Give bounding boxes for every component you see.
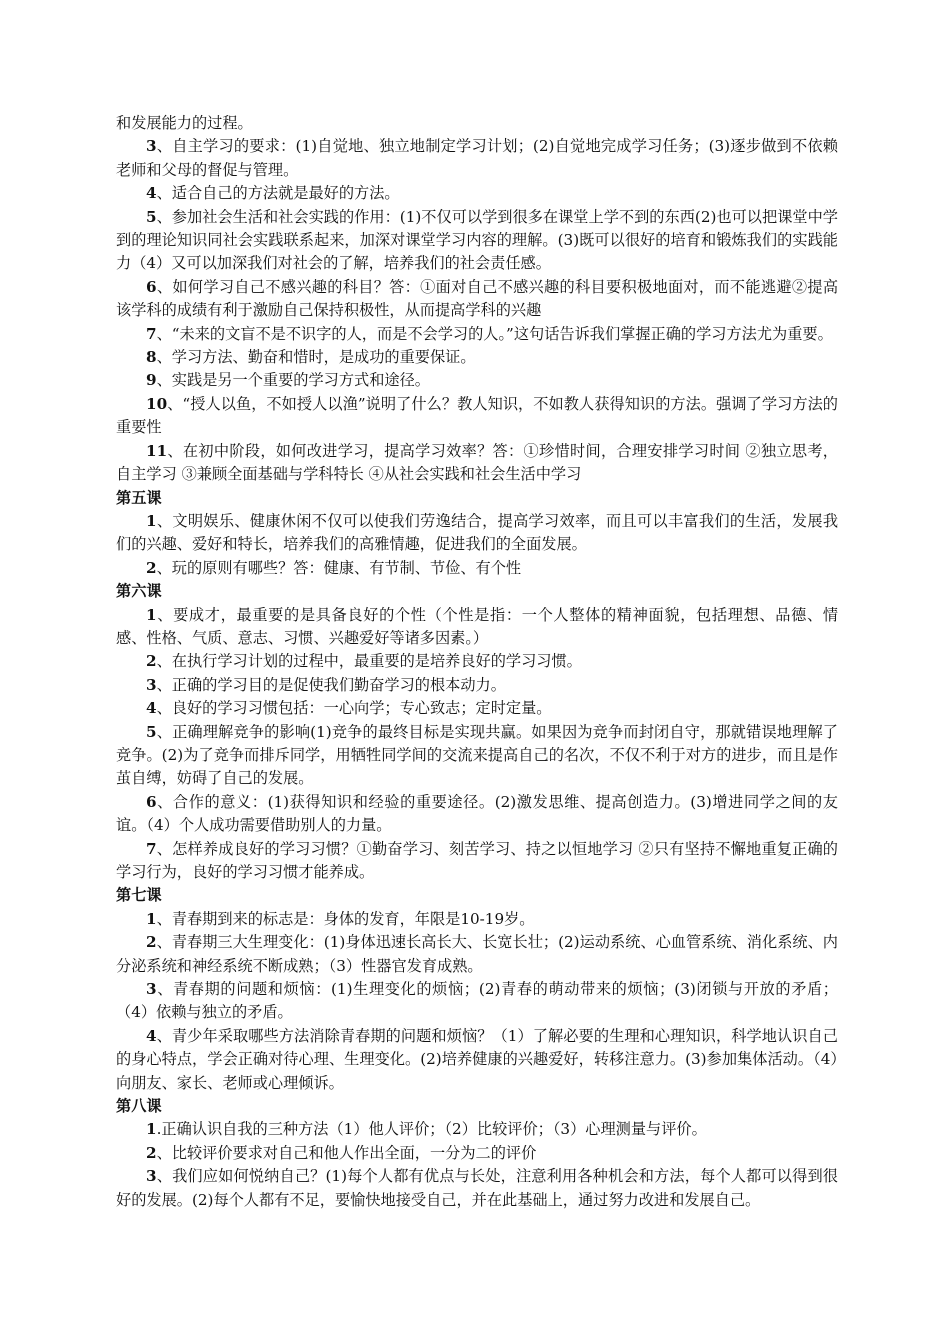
list-item	[116, 182, 838, 205]
item-text: 、实践是另一个重要的学习方式和途径。	[156, 371, 430, 390]
item-text: 、青少年采取哪些方法消除青春期的问题和烦恼？（1）了解必要的生理和心理知识，科学地认识自己的身心特点，学会正确对待心理、生理变化。(2)培养健康的兴趣爱好，转移注意力。(3)参加集体活动。（4）向朋友、家长、老师或心理倾诉。	[116, 1026, 838, 1092]
item-number: 1	[146, 511, 157, 530]
intro-line: 和发展能力的过程。	[116, 114, 253, 132]
item-text: 、要成才，最重要的是具备良好的个性（个性是指：一个人整体的精神面貌，包括理想、品德、情感、性格、气质、意志、习惯、兴趣爱好等诸多因素。）	[116, 605, 838, 647]
item-number: 2	[146, 933, 157, 952]
lesson-heading: 第七课	[116, 886, 162, 905]
item-number: 1	[146, 909, 157, 928]
lesson-heading: 第六课	[116, 582, 162, 601]
item-text: 、我们应如何悦纳自己？(1)每个人都有优点与长处，注意利用各种机会和方法，每个人都可以得到很好的发展。(2)每个人都有不足，要愉快地接受自己，并在此基础上，通过努力改进和发展自己。	[116, 1167, 838, 1209]
list-item	[116, 1118, 838, 1141]
list-item	[116, 346, 838, 369]
item-number: 3	[146, 675, 157, 694]
item-text: 、青春期的问题和烦恼：(1)生理变化的烦恼；(2)青春的萌动带来的烦恼；(3)闭锁与开放的矛盾；（4）依赖与独立的矛盾。	[116, 980, 838, 1022]
item-text: 、如何学习自己不感兴趣的科目？答：①面对自己不感兴趣的科目要积极地面对，而不能逃避②提高该学科的成绩有利于激励自己保持积极性，从而提高学科的兴趣	[116, 277, 838, 320]
item-number: 3	[146, 980, 157, 999]
list-item	[116, 838, 838, 885]
item-text: 、参加社会生活和社会实践的作用：(1)不仅可以学到很多在课堂上学不到的东西(2)也可以把课堂中学到的理论知识同社会实践联系起来，加深对课堂学习内容的理解。(3)既可以很好的培育和锻炼我们的实践能力（4）又可以加深我们对社会的了解，培养我们的社会责任感。	[116, 207, 838, 273]
list-item	[116, 697, 838, 720]
list-item	[116, 604, 838, 651]
item-number: 7	[146, 324, 157, 343]
list-item	[116, 1142, 838, 1165]
list-item	[116, 674, 838, 697]
item-number: 3	[146, 137, 157, 156]
item-text: .正确认识自我的三种方法（1）他人评价；（2）比较评价；（3）心理测量与评价。	[156, 1120, 707, 1139]
item-text: 、自主学习的要求：(1)自觉地、独立地制定学习计划；(2)自觉地完成学习任务；(3)逐步做到不依赖老师和父母的督促与管理。	[116, 137, 838, 179]
item-number: 6	[146, 277, 157, 296]
item-number: 7	[146, 839, 157, 858]
item-text: 、“授人以鱼，不如授人以渔”说明了什么？教人知识，不如教人获得知识的方法。强调了学习方法的重要性	[116, 394, 838, 437]
item-number: 4	[146, 1026, 157, 1045]
list-item	[116, 276, 838, 323]
item-number: 2	[146, 1143, 157, 1162]
item-number: 5	[146, 722, 157, 741]
list-item	[116, 510, 838, 557]
item-number: 10	[146, 394, 168, 413]
list-item	[116, 369, 838, 392]
item-number: 1	[146, 1120, 157, 1139]
item-text: 、在执行学习计划的过程中，最重要的是培养良好的学习习惯。	[156, 652, 582, 671]
list-item	[116, 978, 838, 1025]
list-item	[116, 206, 838, 276]
item-number: 3	[146, 1167, 157, 1186]
item-text: 、青春期到来的标志是：身体的发育，年限是10-19岁。	[156, 909, 535, 928]
item-text: 、比较评价要求对自己和他人作出全面，一分为二的评价	[156, 1143, 537, 1162]
item-number: 4	[146, 184, 157, 203]
item-text: 、合作的意义：(1)获得知识和经验的重要途径。(2)激发思维、提高创造力。(3)增进同学之间的友谊。（4）个人成功需要借助别人的力量。	[116, 792, 838, 835]
item-number: 6	[146, 792, 157, 811]
item-text: 、良好的学习习惯包括：一心向学；专心致志；定时定量。	[156, 699, 552, 718]
item-number: 5	[146, 207, 157, 226]
item-text: 、“未来的文盲不是不识字的人，而是不会学习的人。”这句话告诉我们掌握正确的学习方法尤为重要。	[156, 324, 833, 343]
list-item	[116, 557, 838, 580]
list-item	[116, 393, 838, 440]
item-text: 、正确的学习目的是促使我们勤奋学习的根本动力。	[156, 675, 506, 694]
item-number: 8	[146, 348, 157, 367]
document-body	[116, 112, 838, 1212]
item-number: 2	[146, 652, 157, 671]
item-text: 、文明娱乐、健康休闲不仅可以使我们劳逸结合，提高学习效率，而且可以丰富我们的生活，发展我们的兴趣、爱好和特长，培养我们的高雅情趣，促进我们的全面发展。	[116, 511, 838, 554]
list-item	[116, 931, 838, 978]
item-text: 、学习方法、勤奋和惜时，是成功的重要保证。	[156, 348, 476, 367]
item-text: 、正确理解竞争的影响(1)竞争的最终目标是实现共赢。如果因为竞争而封闭自守，那就错误地理解了竞争。(2)为了竞争而排斥同学，用牺牲同学间的交流来提高自己的名次，不仅不利于对方的进步，而且是作茧自缚，妨碍了自己的发展。	[116, 722, 838, 788]
list-item	[116, 1165, 838, 1212]
item-text: 、适合自己的方法就是最好的方法。	[156, 184, 400, 203]
item-text: 、玩的原则有哪些？答：健康、有节制、节俭、有个性	[156, 558, 522, 577]
item-number: 4	[146, 699, 157, 718]
list-item	[116, 650, 838, 673]
list-item	[116, 135, 838, 182]
item-text: 、怎样养成良好的学习习惯？①勤奋学习、刻苦学习、持之以恒地学习 ②只有坚持不懈地重复正确的学习行为，良好的学习习惯才能养成。	[116, 839, 838, 881]
lesson-heading: 第五课	[116, 488, 162, 507]
list-item	[116, 1025, 838, 1095]
list-item	[116, 721, 838, 791]
lesson-heading: 第八课	[116, 1097, 162, 1116]
item-number: 2	[146, 558, 157, 577]
item-number: 9	[146, 371, 157, 390]
item-number: 11	[146, 441, 168, 460]
sections-container	[116, 135, 838, 1212]
list-item	[116, 440, 838, 487]
list-item	[116, 323, 838, 346]
item-text: 、在初中阶段，如何改进学习，提高学习效率？答：①珍惜时间，合理安排学习时间 ②独立思考，自主学习 ③兼顾全面基础与学科特长 ④从社会实践和社会生活中学习	[116, 441, 838, 484]
list-item	[116, 791, 838, 838]
list-item	[116, 908, 838, 931]
item-number: 1	[146, 605, 157, 624]
item-text: 、青春期三大生理变化：(1)身体迅速长高长大、长宽长壮；(2)运动系统、心血管系统、消化系统、内分泌系统和神经系统不断成熟；（3）性器官发育成熟。	[116, 933, 838, 975]
